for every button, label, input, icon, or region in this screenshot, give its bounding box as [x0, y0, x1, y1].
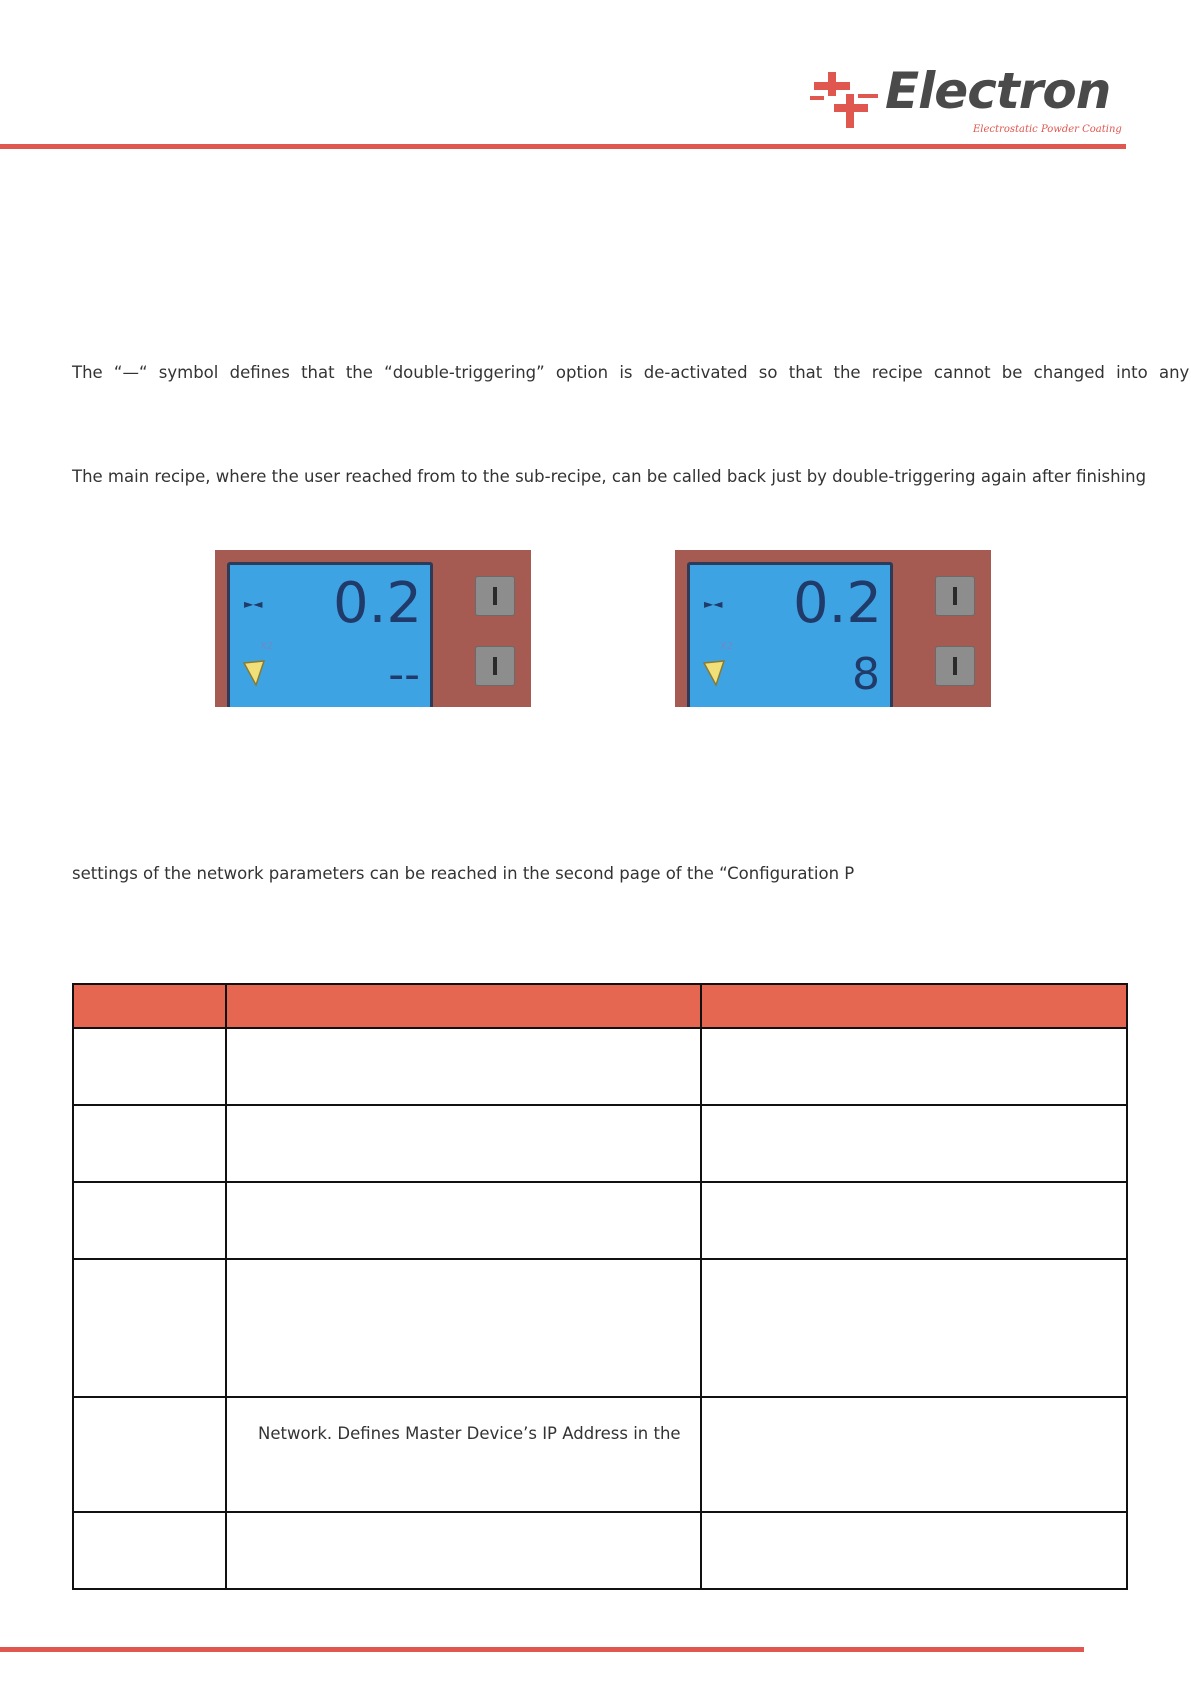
logo-cross-mark-icon: [810, 72, 890, 132]
network-parameters-table: [72, 983, 1128, 1590]
lcd-main-value: 0.2: [332, 571, 422, 636]
device-button-down: [935, 646, 975, 686]
brand-name: Electron: [885, 62, 1111, 120]
table-cell: [73, 1397, 226, 1512]
table-cell: [73, 1105, 226, 1182]
table-row: [73, 1259, 1127, 1397]
table-cell: [226, 1105, 701, 1182]
header-rule: [0, 144, 1126, 149]
device-button-up: [475, 576, 515, 616]
spray-gun-icon: [702, 659, 726, 687]
lcd-main-value: 0.2: [792, 571, 882, 636]
table-header-cell: [226, 984, 701, 1028]
lcd-sub-value: 8: [852, 649, 880, 700]
paragraph-main-recipe-return: The main recipe, where the user reached from to the sub-recipe, can be called back just by double-triggering again after finishing: [72, 467, 1147, 486]
table-cell: [226, 1259, 701, 1397]
table-cell: [73, 1512, 226, 1589]
table-cell: [226, 1028, 701, 1105]
lcd-sub-value: --: [388, 649, 420, 700]
table-cell: [701, 1512, 1127, 1589]
table-row: [73, 1182, 1127, 1259]
table-cell: [701, 1028, 1127, 1105]
spray-gun-icon: [242, 659, 266, 687]
table-row: [73, 1028, 1127, 1105]
table-cell: Network. Defines Master Device’s IP Address in the: [226, 1397, 701, 1512]
table-cell: [701, 1182, 1127, 1259]
table-row: [73, 1397, 1127, 1512]
lcd-multiplier: X2: [260, 641, 274, 652]
table-header-row: [73, 984, 1127, 1028]
brand-tagline: Electrostatic Powder Coating: [973, 124, 1122, 135]
table-cell: [73, 1182, 226, 1259]
table-row: [73, 1512, 1127, 1589]
device-screen-photo-1: [215, 550, 531, 707]
table-header-cell: [73, 984, 226, 1028]
footer-rule: [0, 1647, 1084, 1652]
table-cell: [701, 1397, 1127, 1512]
device-button-down: [475, 646, 515, 686]
device-screen-photo-2: [675, 550, 991, 707]
table-cell: [701, 1105, 1127, 1182]
table-row: [73, 1105, 1127, 1182]
table-header-cell: [701, 984, 1127, 1028]
table-cell: [226, 1512, 701, 1589]
brand-logo: [810, 62, 1130, 142]
device-button-up: [935, 576, 975, 616]
table-cell: [73, 1259, 226, 1397]
nozzle-icon: ►◄: [704, 597, 723, 611]
table-cell: [73, 1028, 226, 1105]
lcd-display: [227, 562, 433, 707]
paragraph-double-trigger-off: The “—“ symbol defines that the “double-triggering” option is de-activated so that the recipe cannot be changed into any: [72, 363, 1190, 382]
paragraph-network-settings: settings of the network parameters can be reached in the second page of the “Configuration P: [72, 864, 855, 883]
table-cell: [226, 1182, 701, 1259]
lcd-display: [687, 562, 893, 707]
nozzle-icon: ►◄: [244, 597, 263, 611]
lcd-multiplier: X2: [720, 641, 734, 652]
table-cell: [701, 1259, 1127, 1397]
